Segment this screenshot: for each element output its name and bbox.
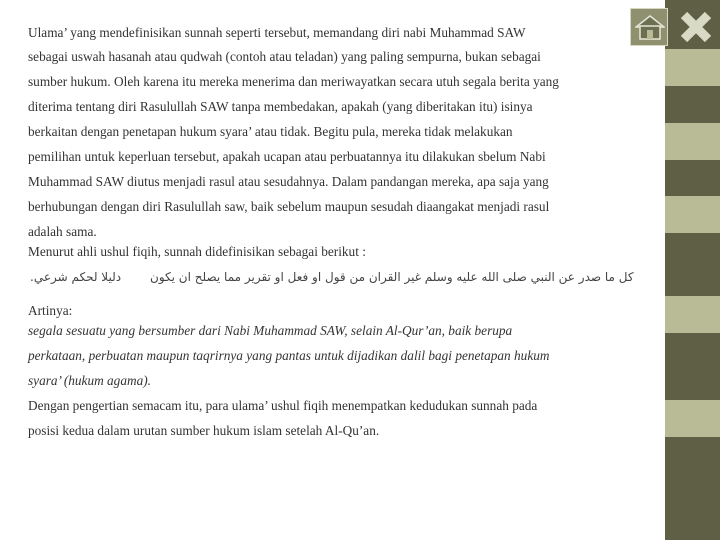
arabic-text-end: .دليلا لحكم شرعي <box>30 270 122 284</box>
paragraph-line: adalah sama. <box>28 224 97 239</box>
artinya-label: Artinya: <box>28 303 73 318</box>
translation-line: perkataan, perbuatan maupun taqrirnya yang pantas untuk dijadikan dalil bagi penetapan hukum <box>28 348 550 363</box>
sidebar-stripe <box>665 123 720 160</box>
home-button[interactable] <box>630 8 668 46</box>
close-icon <box>677 8 715 46</box>
paragraph-line: pemilihan untuk keperluan tersebut, apakah ucapan atau perbuatannya itu dilakukan sbelum Nabi <box>28 149 546 164</box>
closing-line: Dengan pengertian semacam itu, para ulama’ ushul fiqih menempatkan kedudukan sunnah pada <box>28 398 538 413</box>
paragraph-line: Muhammad SAW diutus menjadi rasul atau sesudahnya. Dalam pandangan mereka, apa saja yang <box>28 174 549 189</box>
paragraph-line: sebagai uswah hasanah atau qudwah (contoh atau teladan) yang paling sempurna, bukan sebagai <box>28 49 541 64</box>
closing-line: posisi kedua dalam urutan sumber hukum islam setelah Al-Qu’an. <box>28 423 380 438</box>
paragraph-line: berkaitan dengan penetapan hukum syara’ atau tidak. Begitu pula, mereka tidak melakukan <box>28 124 513 139</box>
definition-intro: Menurut ahli ushul fiqih, sunnah didefinisikan sebagai berikut : <box>28 244 366 259</box>
home-icon <box>635 14 665 41</box>
sidebar <box>665 0 720 540</box>
translation-line: syara’ (hukum agama). <box>28 373 151 388</box>
sidebar-stripe <box>665 196 720 233</box>
arabic-text-main: كل ما صدر عن النبي صلى الله عليه وسلم غير القران من قول او فعل او تقرير مما يصلح ان يكون <box>150 270 634 284</box>
paragraph-line: Ulama’ yang mendefinisikan sunnah seperti tersebut, memandang diri nabi Muhammad SAW <box>28 25 526 40</box>
translation-line: segala sesuatu yang bersumber dari Nabi Muhammad SAW, selain Al-Qur’an, baik berupa <box>28 323 513 338</box>
sidebar-stripe <box>665 49 720 86</box>
close-button[interactable] <box>677 8 715 46</box>
sidebar-stripe <box>665 400 720 437</box>
sidebar-stripe <box>665 296 720 333</box>
paragraph-line: sumber hukum. Oleh karena itu mereka menerima dan meriwayatkan secara utuh segala berita yang <box>28 74 559 89</box>
paragraph-line: diterima tentang diri Rasulullah SAW tanpa membedakan, apakah (yang diberitakan itu) isinya <box>28 99 533 114</box>
paragraph-line: berhubungan dengan diri Rasulullah saw, baik sebelum maupun sesudah diaangakat menjadi rasul <box>28 199 550 214</box>
